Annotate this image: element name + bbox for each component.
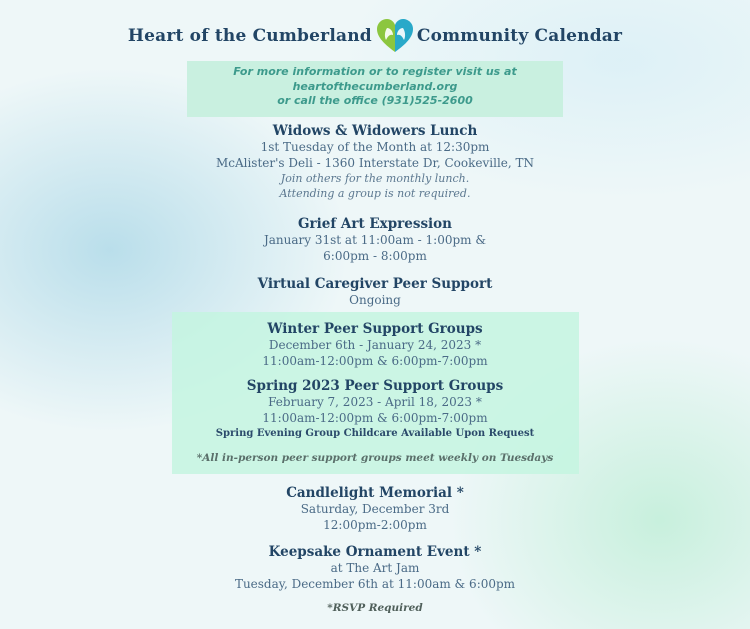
event-when: Tuesday, December 6th at 11:00am & 6:00pm: [234, 576, 516, 591]
event-when: 1st Tuesday of the Month at 12:30pm: [260, 140, 490, 154]
heart-hands-icon: [376, 18, 414, 54]
event-venue: at The Art Jam: [330, 561, 420, 575]
event-note: Join others for the monthly lunch.: [280, 172, 470, 185]
event-when: January 31st at 11:00am - 1:00pm &: [263, 233, 487, 247]
event-title: Winter Peer Support Groups: [267, 321, 483, 337]
event-times: 11:00am-12:00pm & 6:00pm-7:00pm: [262, 410, 488, 425]
event-title: Spring 2023 Peer Support Groups: [246, 378, 504, 394]
rsvp-note: *RSVP Required: [327, 602, 423, 614]
event-title: Candlelight Memorial *: [286, 485, 464, 501]
info-phone: or call the office (931)525-2600: [277, 94, 473, 107]
page-title: [0, 18, 750, 54]
event-time: 12:00pm-2:00pm: [323, 517, 427, 532]
event-where: McAlister's Deli - 1360 Interstate Dr, Cookeville, TN: [215, 155, 535, 170]
event-title: Widows & Widowers Lunch: [272, 123, 478, 139]
event-widows-lunch: [0, 123, 750, 201]
title-right: Community Calendar: [416, 26, 623, 46]
event-title: Keepsake Ornament Event *: [268, 544, 482, 560]
event-virtual-caregiver: [0, 276, 750, 309]
groups-note: *All in-person peer support groups meet weekly on Tuesdays: [196, 452, 554, 464]
info-line-1: For more information or to register visit us at: [233, 65, 517, 78]
event-status: Ongoing: [349, 293, 401, 307]
event-times: 11:00am-12:00pm & 6:00pm-7:00pm: [262, 353, 488, 368]
event-dates: December 6th - January 24, 2023 *: [268, 338, 482, 352]
event-note: Attending a group is not required.: [279, 187, 471, 200]
event-grief-art: [0, 216, 750, 264]
event-candlelight: [0, 485, 750, 533]
childcare-note: Spring Evening Group Childcare Available Upon Request: [215, 428, 535, 439]
event-title: Virtual Caregiver Peer Support: [257, 276, 493, 292]
info-website-link[interactable]: heartofthecumberland.org: [292, 79, 458, 93]
event-winter-groups: [0, 321, 750, 369]
info-box: [187, 61, 563, 117]
event-dates: February 7, 2023 - April 18, 2023 *: [268, 395, 482, 409]
event-title: Grief Art Expression: [297, 216, 453, 232]
event-when: 6:00pm - 8:00pm: [323, 248, 427, 263]
event-spring-groups: [0, 378, 750, 441]
title-left: Heart of the Cumberland: [127, 26, 372, 46]
event-day: Saturday, December 3rd: [300, 502, 450, 516]
event-ornament: [0, 544, 750, 592]
